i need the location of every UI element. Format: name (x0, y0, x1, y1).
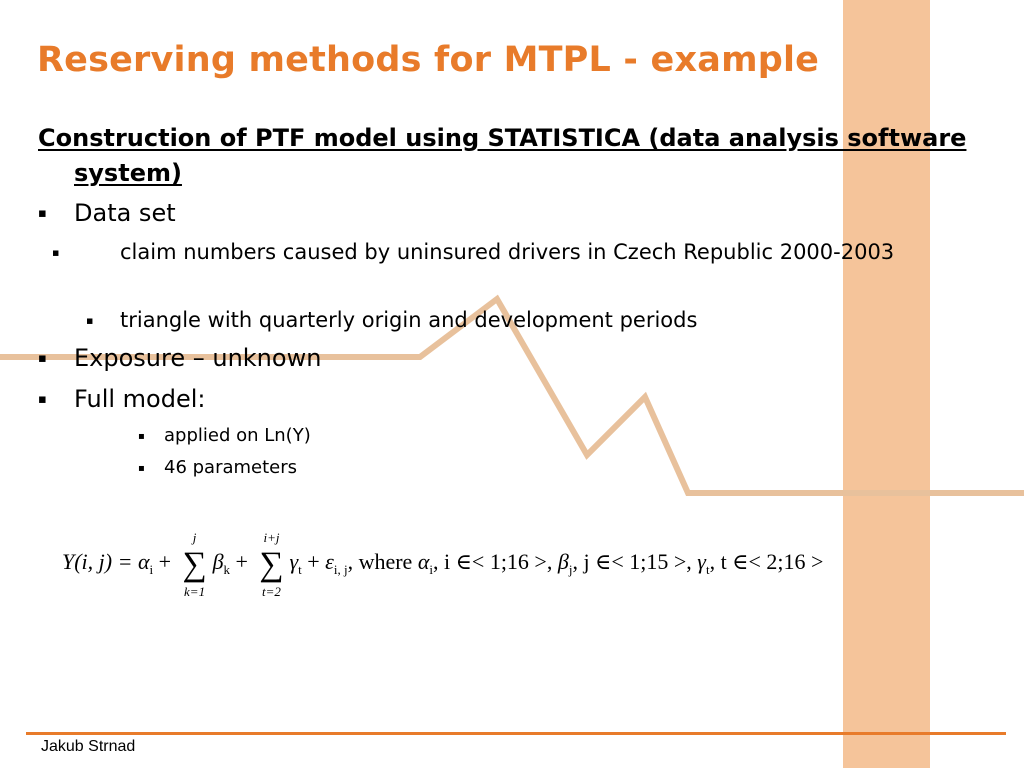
sum-k-upper: j (192, 530, 197, 545)
sum-k-lower: k=1 (184, 584, 206, 599)
sum-t-lower: t=2 (262, 584, 281, 599)
formula-lhs: Y(i, j) = α (62, 549, 150, 574)
cond-beta: β (557, 549, 569, 574)
cond-alpha-sub: i (429, 562, 434, 577)
formula-plus: + (153, 549, 177, 574)
formula-sub-ij: i, j (333, 562, 348, 577)
bullet-text: triangle with quarterly origin and development periods (120, 308, 698, 332)
formula-epsilon: ε (325, 549, 334, 574)
sigma-icon: ∑ (259, 546, 284, 583)
cond-gamma-range: , t ∈< 2;16 > (709, 549, 824, 574)
formula-sub-k: k (223, 562, 231, 577)
square-bullet-icon: ▪ (138, 463, 145, 474)
bullet-claims (52, 237, 980, 268)
slide-title: Reserving methods for MTPL - example (37, 40, 820, 80)
bullet-data-set (38, 198, 176, 229)
vertical-stripe (843, 0, 930, 768)
formula-beta: β (212, 549, 224, 574)
footer-author: Jakub Strnad (41, 738, 136, 755)
formula-plus: + (301, 549, 326, 574)
bullet-params (138, 456, 297, 481)
cond-alpha: α (417, 549, 430, 574)
bullet-exposure (38, 343, 321, 374)
square-bullet-icon: ▪ (86, 314, 94, 327)
bullet-text: claim numbers caused by uninsured drivers in Czech Republic 2000-2003 (120, 240, 895, 264)
bullet-triangle (86, 305, 697, 336)
formula-plus: + (230, 549, 254, 574)
square-bullet-icon: ▪ (38, 392, 47, 407)
formula-sub-i: i (149, 562, 154, 577)
cond-gamma-sub: t (705, 562, 710, 577)
square-bullet-icon: ▪ (52, 246, 60, 259)
bullet-full-model (38, 384, 205, 415)
square-bullet-icon: ▪ (38, 351, 47, 366)
formula-gamma: γ (289, 549, 299, 574)
formula-where: , where (347, 549, 418, 574)
section-heading: Construction of PTF model using STATISTICA (data analysis software system) (38, 124, 967, 187)
bullet-text: Data set (74, 199, 176, 227)
cond-beta-sub: j (568, 562, 573, 577)
bullet-applied (138, 424, 311, 449)
square-bullet-icon: ▪ (138, 431, 145, 442)
cond-alpha-range: , i ∈< 1;16 >, (433, 549, 558, 574)
bullet-text: applied on Ln(Y) (164, 425, 311, 446)
sigma-icon: ∑ (182, 546, 207, 583)
cond-gamma: γ (697, 549, 706, 574)
square-bullet-icon: ▪ (38, 206, 47, 221)
bullet-text: 46 parameters (164, 457, 298, 478)
bullet-text: Exposure – unknown (74, 344, 322, 372)
footer-divider (26, 732, 1006, 735)
cond-beta-range: , j ∈< 1;15 >, (572, 549, 698, 574)
sum-k (177, 530, 213, 599)
bullet-text: Full model: (74, 385, 206, 413)
model-formula (62, 530, 1002, 600)
sum-t (253, 530, 289, 599)
sum-t-upper: i+j (263, 530, 280, 545)
formula-sub-t: t (298, 562, 302, 577)
